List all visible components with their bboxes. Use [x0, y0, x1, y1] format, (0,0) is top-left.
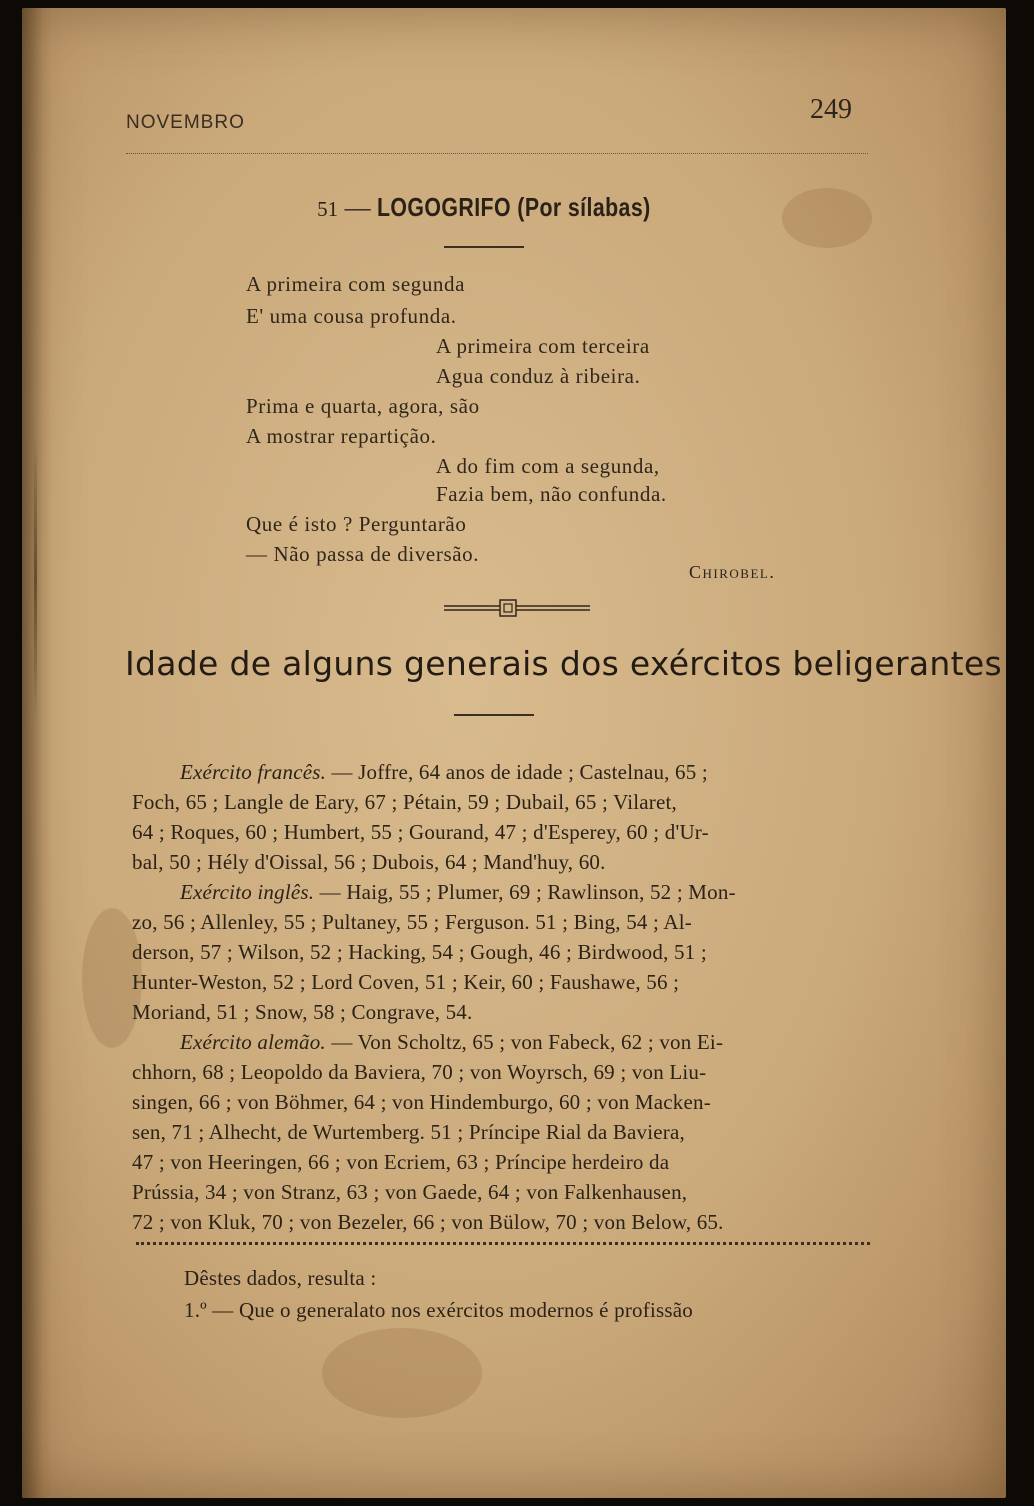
paragraph-german-first-line: Exército alemão. — Von Scholtz, 65 ; von Fabeck, 62 ; von Ei-	[180, 1030, 724, 1054]
poem-line: Prima e quarta, agora, são	[246, 394, 480, 418]
title-rule	[444, 246, 524, 248]
paragraph-line: Prússia, 34 ; von Stranz, 63 ; von Gaede, 64 ; von Falkenhausen,	[132, 1180, 688, 1204]
poem-line: A mostrar repartição.	[246, 424, 437, 448]
book-page	[22, 8, 1006, 1498]
poem-line: Agua conduz à ribeira.	[436, 364, 641, 388]
article-title: Idade de alguns generais dos exércitos beligerantes	[125, 644, 1002, 683]
label-english: Exército inglês.	[180, 880, 315, 904]
paragraph-line: derson, 57 ; Wilson, 52 ; Hacking, 54 ; Gough, 46 ; Birdwood, 51 ;	[132, 940, 707, 964]
poem-line: A primeira com segunda	[246, 272, 466, 296]
paragraph-line: chhorn, 68 ; Leopoldo da Baviera, 70 ; von Woyrsch, 69 ; von Liu-	[132, 1060, 707, 1084]
poem-line: E' uma cousa profunda.	[246, 304, 457, 328]
paragraph-line: zo, 56 ; Allenley, 55 ; Pultaney, 55 ; Ferguson. 51 ; Bing, 54 ; Al-	[132, 910, 692, 934]
paper-stain	[322, 1328, 482, 1418]
paragraph-french-first-line: Exército francês. — Joffre, 64 anos de idade ; Castelnau, 65 ;	[180, 760, 708, 784]
label-french: Exército francês.	[180, 760, 327, 784]
paragraph-line: 64 ; Roques, 60 ; Humbert, 55 ; Gourand, 47 ; d'Esperey, 60 ; d'Ur-	[132, 820, 709, 844]
puzzle-number: 51	[317, 197, 339, 221]
article-title-rule	[454, 714, 534, 716]
spine-mark	[34, 438, 37, 718]
page-binding-shadow	[22, 8, 52, 1498]
poem-line: A primeira com terceira	[436, 334, 650, 358]
ornament-divider-icon	[442, 596, 592, 620]
paragraph-english-first-line: Exército inglês. — Haig, 55 ; Plumer, 69 ; Rawlinson, 52 ; Mon-	[180, 880, 736, 904]
paragraph-line: Foch, 65 ; Langle de Eary, 67 ; Pétain, 59 ; Dubail, 65 ; Vilaret,	[132, 790, 677, 814]
poem-line: — Não passa de diversão.	[246, 542, 480, 566]
poem-line: A do fim com a segunda,	[436, 454, 660, 478]
puzzle-heading: LOGOGRIFO (Por sílabas)	[377, 192, 651, 222]
paragraph-line: Moriand, 51 ; Snow, 58 ; Congrave, 54.	[132, 1000, 473, 1024]
paragraph-line: 72 ; von Kluk, 70 ; von Bezeler, 66 ; von Bülow, 70 ; von Below, 65.	[132, 1210, 724, 1234]
puzzle-title: 51 — LOGOGRIFO (Por sílabas)	[317, 192, 651, 222]
running-head-section: NOVEMBRO	[126, 112, 245, 133]
poem-line: Que é isto ? Perguntarão	[246, 512, 467, 536]
conclusion-intro: Dêstes dados, resulta :	[184, 1266, 377, 1290]
paragraph-line: Hunter-Weston, 52 ; Lord Coven, 51 ; Keir, 60 ; Faushawe, 56 ;	[132, 970, 680, 994]
label-german: Exército alemão.	[180, 1030, 326, 1054]
paragraph-line: singen, 66 ; von Böhmer, 64 ; von Hindemburgo, 60 ; von Macken-	[132, 1090, 711, 1114]
dotted-separator	[136, 1242, 870, 1246]
paragraph-line: bal, 50 ; Hély d'Oissal, 56 ; Dubois, 64 ; Mand'huy, 60.	[132, 850, 606, 874]
puzzle-author: Chirobel.	[689, 562, 776, 582]
poem-line: Fazia bem, não confunda.	[436, 482, 667, 506]
paragraph-line: 47 ; von Heeringen, 66 ; von Ecriem, 63 ; Príncipe herdeiro da	[132, 1150, 670, 1174]
page-number: 249	[810, 94, 852, 125]
conclusion-item: 1.º — Que o generalato nos exércitos modernos é profissão	[184, 1298, 693, 1322]
running-head	[126, 94, 868, 154]
paragraph-line: sen, 71 ; Alhecht, de Wurtemberg. 51 ; Príncipe Rial da Baviera,	[132, 1120, 685, 1144]
